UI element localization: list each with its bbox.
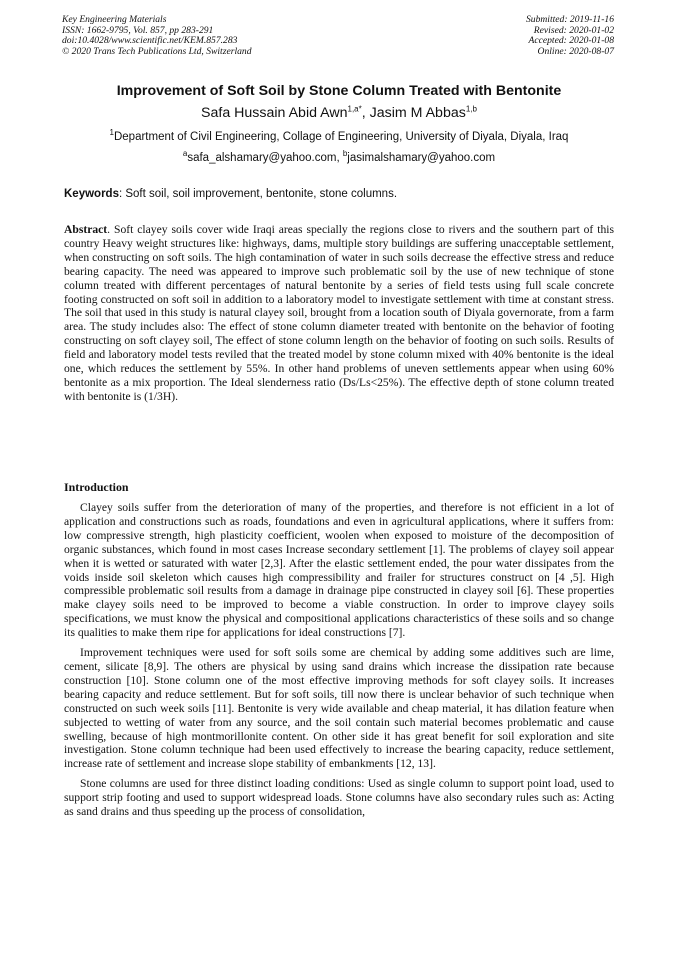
keywords-text: : Soft soil, soil improvement, bentonite, stone columns. [118, 188, 398, 200]
abstract-text: . Soft clayey soils cover wide Iraqi areas specially the regions close to rivers and the southern part of this country Heavy weight structures like: highways, dams, multiple story buildings are suffering unacceptable settlement, when constructing on soft soils. The high contamination of water in such soils decrease the effective stress and reduce bearing capacity. The need was appeared to improve such problematic soil by the use of new technique of stone column treated with different percentages of natural bentonite by a series of field tests using full scale concrete footing constructed on soft soil in addition to a laboratory model to investigate settlement with time at constant stress. The soil that used in this study is natural clayey soil, brought from a location south of Diyala governorate, from a farm area. The study includes also: The effect of stone column diameter treated with bentonite on the behavior of footing constructing on soft clayey soil, The effect of stone column length on the behavior of footing on such soils. Results of field and laboratory model tests reviled that the treated model by stone column mixed with 40% bentonite is the ideal one, which reduces the settlement by 55%. In other hand problems of uneven settlements appear when using 60% bentonite as a mix proportion. The Ideal slenderness ratio (Ds/Ls<25%). The effective depth of stone column treated with bentonite is (1/3H). [64, 223, 614, 403]
abstract-label: Abstract [64, 223, 108, 236]
author-line [40, 104, 638, 122]
email-separator: , [336, 152, 343, 164]
copyright-line: © 2020 Trans Tech Publications Ltd, Switzerland [62, 45, 252, 57]
affiliation-text: Department of Civil Engineering, Collage of Engineering, University of Diyala, Diyala, Iraq [113, 131, 569, 143]
accepted-date: Accepted: 2020-01-08 [528, 35, 614, 47]
email-b-mark: b [342, 149, 348, 159]
intro-paragraph-3: Stone columns are used for three distinct loading conditions: Used as single column to support point load, used to support strip footing and used to support widespread loads. Stone columns have also secondary rules such as: Acting as sand drains and thus speeding up the process of consolidation, [64, 777, 614, 819]
affiliation-mark: 1 [109, 128, 114, 138]
affiliation-line [40, 130, 638, 144]
introduction-heading: Introduction [64, 480, 129, 494]
author-2-affil-mark: 1,b [465, 104, 477, 114]
journal-info-header [62, 15, 252, 57]
paper-title: Improvement of Soft Soil by Stone Column Treated with Bentonite [116, 83, 562, 99]
journal-name: Key Engineering Materials [62, 14, 167, 25]
author-separator: , [361, 105, 370, 121]
submitted-date: Submitted: 2019-11-16 [525, 14, 614, 25]
intro-paragraph-2: Improvement techniques were used for soft soils some are chemical by adding some additives such are lime, cement, silicate [8,9]. The others are physical by using sand drains which increase the dissipation rate because construction [10]. Stone column one of the most effective improving methods for soft clayey soils. It increases bearing capacity and reduce settlement. But for soft soils, till now there is unclear behavior of such technique when constructed on such week soils [11]. Bentonite is very wide available and cheap material, it has dilation feature when subjected to wetting of water from any source, and the soil contain such material becomes problematic and cause swelling, because of high montmorillonite content. On other side it has great benefit for soil exploration and site investigation. Stone column technique had been used effectively to increase the bearing capacity, reduce settlement, increase rate of settlement and increase slope stability of embankments [12, 13]. [64, 646, 614, 771]
author-1-affil-mark: 1,a* [347, 104, 362, 114]
online-date: Online: 2020-08-07 [537, 45, 614, 57]
email-b[interactable]: jasimalshamary@yahoo.com [347, 152, 496, 164]
email-a-mark: a [182, 149, 188, 159]
email-line [40, 151, 638, 165]
keywords-label: Keywords [64, 188, 119, 200]
issn-line: ISSN: 1662-9795, Vol. 857, pp 283-291 [62, 24, 214, 36]
author-2: Jasim M Abbas [369, 105, 466, 121]
author-1: Safa Hussain Abid Awn [201, 105, 348, 121]
revised-date: Revised: 2020-01-02 [533, 24, 614, 36]
dates-header [526, 15, 614, 57]
doi-line[interactable]: doi:10.4028/www.scientific.net/KEM.857.283 [62, 35, 238, 47]
abstract-paragraph [64, 223, 614, 404]
email-a[interactable]: safa_alshamary@yahoo.com [187, 152, 337, 164]
keywords-line [64, 187, 616, 201]
introduction-body [64, 501, 614, 825]
intro-paragraph-1: Clayey soils suffer from the deterioration of many of the properties, and therefore is not efficient in a lot of application and constructions such as roads, foundations and even in agricultural applications, where it suffers from: low compressive strength, high plasticity coefficient, woolen when exposed to moisture of the decomposition of organic substances, which found in most cases Increase secondary settlement [1]. The problems of clayey soil appear when it is wetted or saturated with water [2,3]. After the elastic settlement ended, the pour water dissipates from the voids inside soil skeleton which causes high compressibility and frailer for structures construct on [4 ,5]. High compressible problematic soil results from a damage in drainage pipe constructed in clayey soil [6]. These properties make clayey soils need to be improved to become a viable construction. In order to improve clayey soils specifications, we must know the physical and compositional applications characteristics of these soils and so change its qualities to make them ripe for applications for ideal constructions [7]. [64, 501, 614, 640]
